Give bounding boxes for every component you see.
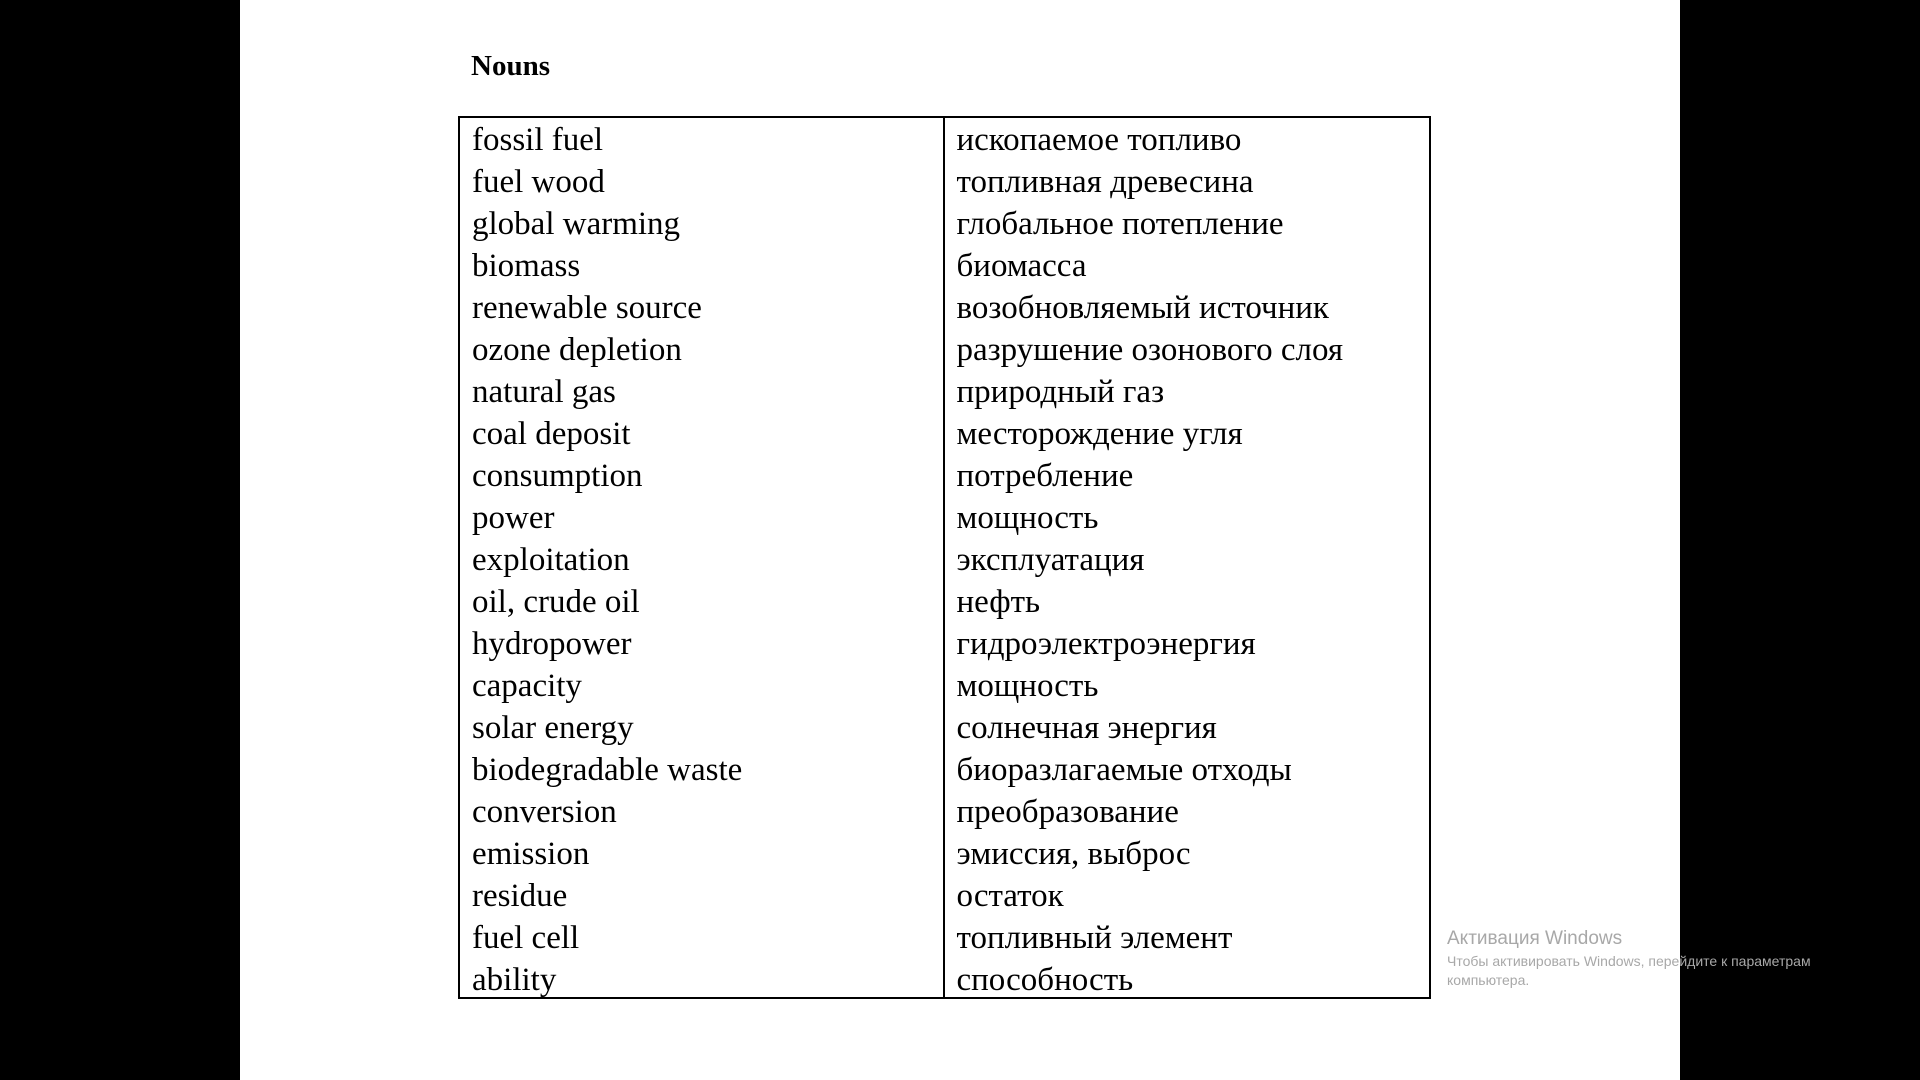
english-term: renewable source (472, 290, 702, 326)
russian-term: мощность (956, 500, 1099, 536)
english-term: fuel wood (472, 164, 605, 200)
russian-term: потребление (956, 458, 1134, 494)
russian-term: нефть (956, 584, 1041, 620)
english-term: biomass (472, 248, 581, 284)
russian-term: остаток (956, 878, 1064, 914)
russian-term: биоразлагаемые отходы (956, 752, 1292, 788)
russian-term: гидроэлектроэнергия (956, 626, 1256, 662)
english-term: ability (472, 962, 557, 998)
english-term: natural gas (472, 374, 616, 410)
russian-term: ископаемое топливо (956, 122, 1242, 158)
english-term: emission (472, 836, 590, 872)
slide-heading: Nouns (471, 50, 550, 82)
windows-activation-watermark (1447, 926, 1867, 990)
english-term: capacity (472, 668, 582, 704)
english-term: global warming (472, 206, 681, 242)
russian-term: топливная древесина (956, 164, 1254, 200)
english-term: coal deposit (472, 416, 631, 452)
english-term: biodegradable waste (472, 752, 743, 788)
russian-term: мощность (956, 668, 1099, 704)
russian-term: способность (956, 962, 1134, 998)
english-term: fossil fuel (472, 122, 604, 158)
russian-term: глобальное потепление (956, 206, 1284, 242)
russian-term: преобразование (956, 794, 1179, 830)
russian-term: природный газ (956, 374, 1165, 410)
english-term: fuel cell (472, 920, 580, 956)
english-column (460, 118, 945, 997)
russian-term: возобновляемый источник (956, 290, 1329, 326)
english-term: solar energy (472, 710, 634, 746)
english-term: exploitation (472, 542, 630, 578)
watermark-title: Активация Windows (1447, 928, 1623, 949)
russian-column (945, 118, 1430, 997)
russian-term: солнечная энергия (956, 710, 1217, 746)
english-term: consumption (472, 458, 643, 494)
vocabulary-table (458, 116, 1431, 999)
russian-term: эксплуатация (956, 542, 1145, 578)
watermark-text: Чтобы активировать Windows, перейдите к параметрам компьютера. (1447, 953, 1811, 988)
english-term: residue (472, 878, 568, 914)
russian-term: топливный элемент (956, 920, 1233, 956)
russian-term: биомасса (956, 248, 1087, 284)
russian-term: месторождение угля (956, 416, 1243, 452)
english-term: oil, crude oil (472, 584, 640, 620)
english-term: conversion (472, 794, 617, 830)
english-term: ozone depletion (472, 332, 682, 368)
russian-term: эмиссия, выброс (956, 836, 1191, 872)
english-term: hydropower (472, 626, 632, 662)
russian-term: разрушение озонового слоя (956, 332, 1344, 368)
english-term: power (472, 500, 555, 536)
